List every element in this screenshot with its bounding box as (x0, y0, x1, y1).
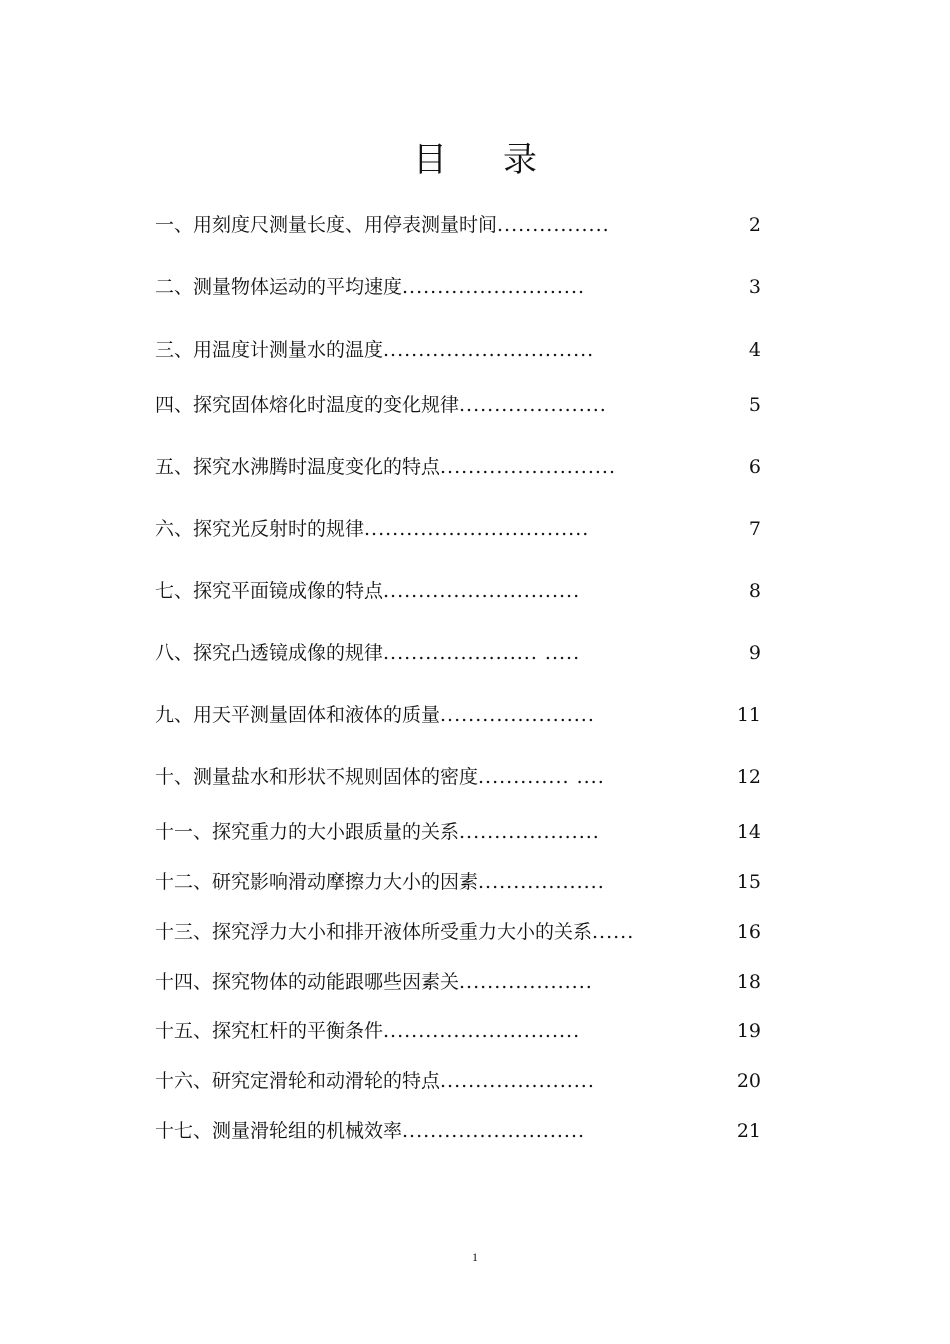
toc-entry-page: 8 (748, 580, 761, 602)
page-title (0, 132, 950, 181)
toc-leader-dots: ................ (497, 214, 610, 236)
toc-entry-page: 15 (736, 871, 761, 893)
toc-entry-page: 5 (748, 394, 761, 416)
toc-entry-title: 十一、探究重力的大小跟质量的关系 (155, 821, 460, 843)
toc-entry-page: 7 (748, 518, 761, 540)
toc-leader-dots: .................... (459, 821, 600, 843)
toc-entry-page: 9 (748, 642, 761, 664)
toc-leader-dots: .......................... (402, 1120, 586, 1142)
toc-entry[interactable] (155, 576, 761, 606)
toc-entry-title: 二、测量物体运动的平均速度 (155, 276, 403, 298)
toc-entry-page: 11 (736, 704, 761, 726)
toc-leader-dots: ...................... (440, 1070, 595, 1092)
toc-entry[interactable] (155, 335, 761, 365)
toc-entry-title: 六、探究光反射时的规律 (155, 518, 365, 540)
toc-entry[interactable] (155, 210, 761, 240)
toc-entry-page: 3 (748, 276, 761, 298)
toc-entry-title: 十五、探究杠杆的平衡条件 (155, 1020, 384, 1042)
toc-entry-title: 十四、探究物体的动能跟哪些因素关 (155, 971, 460, 993)
toc-leader-dots: .................. (478, 871, 605, 893)
toc-entry[interactable] (155, 1016, 761, 1046)
toc-leader-dots: ...................... (440, 704, 595, 726)
toc-entry-page: 2 (748, 214, 761, 236)
title-char-2: 录 (503, 140, 537, 180)
toc-leader-dots: ..................... (459, 394, 607, 416)
toc-entry-title: 十六、研究定滑轮和动滑轮的特点 (155, 1070, 441, 1092)
toc-entry-title: 十、测量盐水和形状不规则固体的密度 (155, 766, 479, 788)
toc-leader-dots: ............. .... (478, 766, 605, 788)
toc-entry-title: 十三、探究浮力大小和排开液体所受重力大小的关系 (155, 921, 593, 943)
toc-entry-page: 6 (748, 456, 761, 478)
toc-leader-dots: ......................... (440, 456, 617, 478)
toc-entry[interactable] (155, 390, 761, 420)
toc-entry-title: 十二、研究影响滑动摩擦力大小的因素 (155, 871, 479, 893)
toc-leader-dots: ...... (592, 921, 635, 943)
toc-entry-page: 19 (736, 1020, 761, 1042)
toc-entry-title: 三、用温度计测量水的温度 (155, 339, 384, 361)
toc-entry-page: 21 (736, 1120, 761, 1142)
toc-leader-dots: .............................. (383, 339, 595, 361)
toc-entry-title: 一、用刻度尺测量长度、用停表测量时间 (155, 214, 498, 236)
toc-entry-page: 12 (736, 766, 761, 788)
toc-entry[interactable] (155, 452, 761, 482)
toc-entry[interactable] (155, 700, 761, 730)
toc-entry-title: 八、探究凸透镜成像的规律 (155, 642, 384, 664)
page-number: 1 (472, 1250, 478, 1264)
title-char-1: 目 (413, 140, 447, 180)
toc-entry[interactable] (155, 514, 761, 544)
toc-entry-title: 四、探究固体熔化时温度的变化规律 (155, 394, 460, 416)
toc-entry[interactable] (155, 762, 761, 792)
toc-entry[interactable] (155, 917, 761, 947)
toc-entry[interactable] (155, 272, 761, 302)
toc-leader-dots: ................... (459, 971, 593, 993)
toc-entry-title: 五、探究水沸腾时温度变化的特点 (155, 456, 441, 478)
toc-entry-title: 七、探究平面镜成像的特点 (155, 580, 384, 602)
toc-entry[interactable] (155, 817, 761, 847)
toc-entry[interactable] (155, 1116, 761, 1146)
toc-entry[interactable] (155, 867, 761, 897)
toc-entry-title: 十七、测量滑轮组的机械效率 (155, 1120, 403, 1142)
toc-leader-dots: ............................ (383, 1020, 581, 1042)
toc-entry-page: 16 (736, 921, 761, 943)
toc-leader-dots: ...................... ..... (383, 642, 581, 664)
toc-entry[interactable] (155, 1066, 761, 1096)
toc-entry-page: 20 (736, 1070, 761, 1092)
toc-entry-page: 18 (736, 971, 761, 993)
toc-leader-dots: .......................... (402, 276, 586, 298)
toc-entry-page: 14 (736, 821, 761, 843)
toc-entry-page: 4 (748, 339, 761, 361)
toc-entry-title: 九、用天平测量固体和液体的质量 (155, 704, 441, 726)
toc-entry[interactable] (155, 638, 761, 668)
toc-entry[interactable] (155, 967, 761, 997)
toc-leader-dots: ............................ (383, 580, 581, 602)
toc-leader-dots: ................................ (364, 518, 590, 540)
